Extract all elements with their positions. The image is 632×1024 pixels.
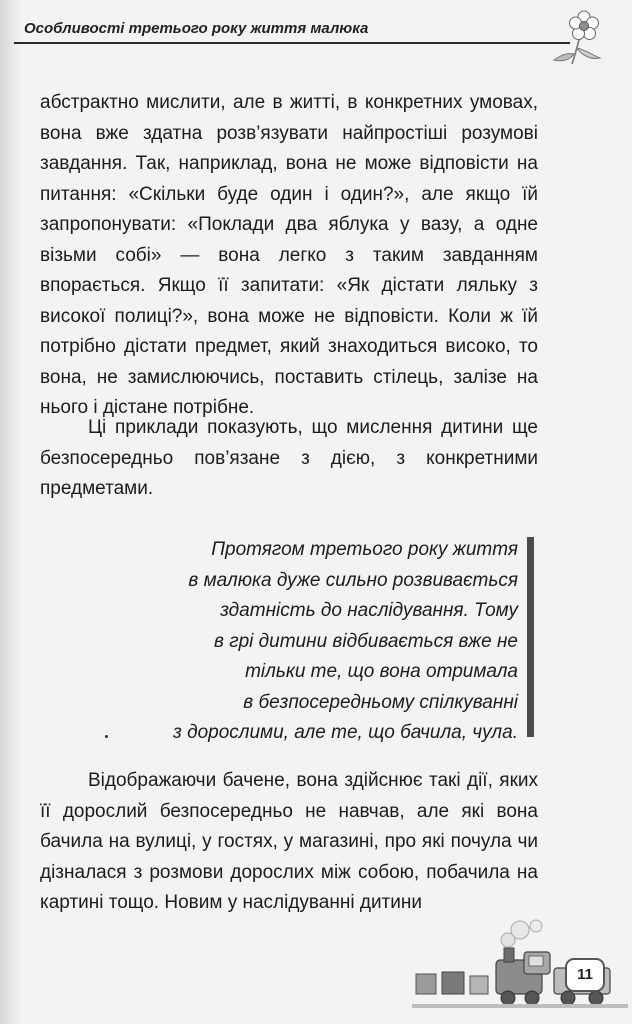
pull-quote-line: в грі дитини відбивається вже не (214, 630, 518, 652)
pull-quote-bar (527, 537, 534, 737)
paragraph-3: Відображаючи бачене, вона здійснює такі дії, яких її дорослий безпосередньо не навчав, але які вона бачила на вулиці, у гостях, у магазині, про які почула чи дізналася з розмови дорослих між собою, побачила на картині тощо. Новим у наслідуванні дитини (40, 770, 538, 913)
header-title: Особливості третього року життя малюка (24, 20, 369, 37)
pull-quote-line: в безпосередньому спілкуванні (243, 691, 518, 713)
paragraph-1: абстрактно мислити, але в житті, в конкретних умовах, вона вже здатна розв’язувати найпростіші розумові завдання. Так, наприклад, вона не може відповісти на питання: «Скільки буде один і один?», але якщо їй запропонувати: «Поклади два яблука у вазу, а одне візьми собі» — вона легко з таким завданням впорається. Якщо її запитати: «Як дістати ляльку з високої полиці?», вона може не відповісти. Коли ж їй потрібно дістати предмет, який знаходиться високо, то вона, не замислюючись, поставить стілець, залізе на нього і дістане потрібне. (40, 92, 538, 418)
pull-quote-line: з дорослими, але те, що бачила, чула. (172, 722, 518, 743)
flower-icon (552, 8, 608, 66)
page-number: 11 (565, 958, 605, 992)
running-header (14, 18, 570, 44)
pull-quote-line: Протягом третього року життя (211, 539, 518, 560)
pull-quote (150, 535, 518, 749)
paragraph-2: Ці приклади показують, що мислення дитини ще безпосередньо пов’язане з дією, з конкретними предметами. (40, 417, 538, 499)
pull-quote-line: тільки те, що вона отримала (245, 661, 518, 682)
pull-quote-line: здатність до наслідування. Тому (220, 600, 518, 621)
pull-quote-line: в малюка дуже сильно розвивається (188, 569, 518, 591)
ink-dot (105, 735, 108, 738)
page-gutter-shadow (0, 0, 22, 1024)
